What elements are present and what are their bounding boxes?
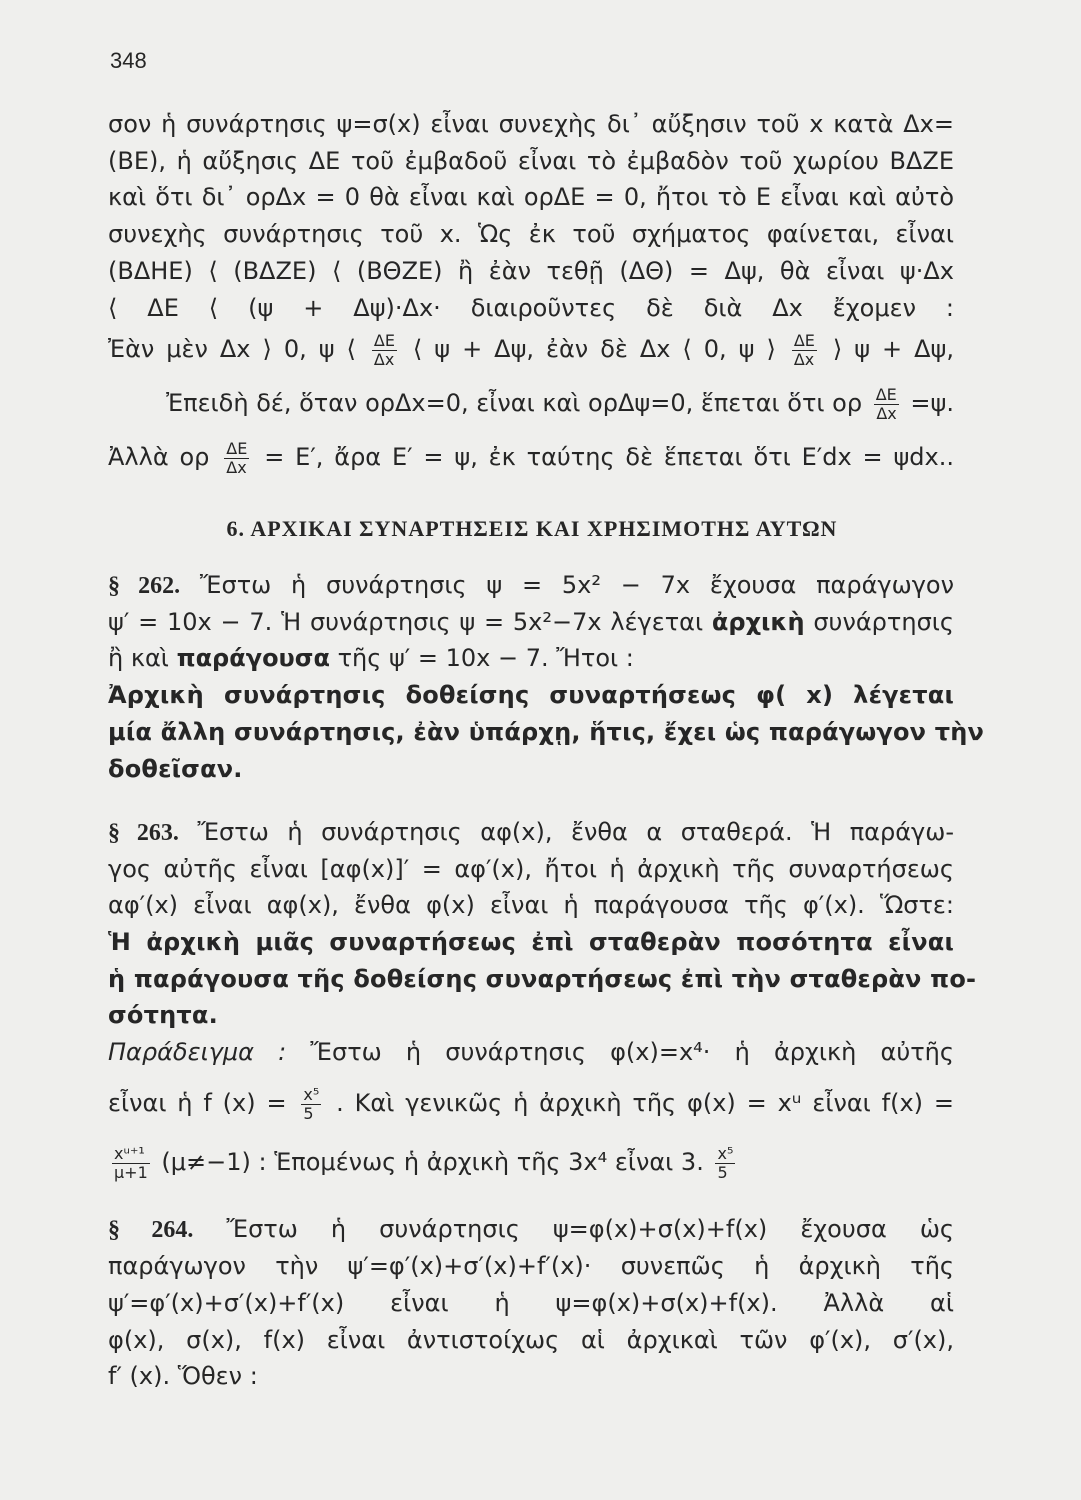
intro-line-1: σον ἡ συνάρτησις ψ=σ(x) εἶναι συνεχὴς δι᾽ αὔξησιν τοῦ x κατὰ Δx= <box>108 110 954 138</box>
fraction-x5-over-5 <box>715 1145 735 1181</box>
inequality-part-c: ⟩ ψ + Δψ, <box>832 335 954 364</box>
section-number-263: § 263. <box>108 820 179 846</box>
section-number-262: § 262. <box>108 573 181 599</box>
fraction-numerator: ΔΕ <box>226 439 248 458</box>
fraction-denominator: Δx <box>373 349 395 369</box>
rule-line-3: σότητα. <box>108 1001 218 1029</box>
s264-line-2: παράγωγον τὴν ψ′=φ′(x)+σ′(x)+f′(x)· συνεπῶς ἡ ἀρχικὴ τῆς <box>108 1252 954 1280</box>
s262-line-3 <box>108 646 954 670</box>
s264-line-5: f′ (x). Ὅθεν : <box>108 1362 258 1390</box>
inequality-line <box>108 332 954 368</box>
s264-line-1 <box>108 1217 954 1242</box>
definition-line-3: δοθεῖσαν. <box>108 755 243 783</box>
example-text-2b: . Καὶ γενικῶς ἡ ἀρχικὴ τῆς φ(x) = xᵘ εἶναι f(x) = <box>336 1089 954 1118</box>
fraction-denominator: Δx <box>226 457 247 477</box>
rule-line-2: ἡ παράγουσα τῆς δοθείσης συναρτήσεως ἐπὶ τὴν σταθερὰν πο- <box>108 965 977 993</box>
fraction-de-dx <box>224 440 249 476</box>
s264-text-1: Ἔστω ἡ συνάρτησις ψ=φ(x)+σ(x)+f(x) ἔχουσα ὡς <box>226 1215 955 1243</box>
inequality-part-a: Ἐὰν μὲν Δx ⟩ 0, ψ ⟨ <box>108 335 356 364</box>
definition-line-1: Ἀρχικὴ συνάρτησις δοθείσης συναρτήσεως φ( x) λέγεται <box>108 681 954 709</box>
s262-text-3c: τῆς ψ′ = 10x − 7. Ἤτοι : <box>337 644 634 672</box>
s263-text-1: Ἔστω ἡ συνάρτησις αφ(x), ἔνθα α σταθερά. Ἡ παράγω- <box>197 818 955 846</box>
example-label: Παράδειγμα : <box>108 1038 287 1066</box>
inequality-part-b: ⟨ ψ + Δψ, ἐὰν δὲ Δx ⟨ 0, ψ ⟩ <box>412 335 776 364</box>
s264-line-3: ψ′=φ′(x)+σ′(x)+f′(x) εἶναι ἡ ψ=φ(x)+σ(x)+f(x). Ἀλλὰ αἱ <box>108 1289 954 1317</box>
fraction-de-dx <box>874 386 899 422</box>
fraction-xmu-over-mu <box>112 1145 150 1181</box>
fraction-de-dx <box>372 332 397 368</box>
intro-line-2: (ΒΕ), ἡ αὔξησις ΔΕ τοῦ ἐμβαδοῦ εἶναι τὸ ἐμβαδὸν τοῦ χωρίου ΒΔΖΕ <box>108 147 954 175</box>
fraction-denominator: Δx <box>876 403 897 423</box>
s262-text-1: Ἔστω ἡ συνάρτησις ψ = 5x² − 7x ἔχουσα παράγωγον <box>199 571 954 599</box>
fraction-numerator: xᵘ⁺¹ <box>112 1145 150 1164</box>
fraction-numerator: ΔΕ <box>793 331 815 350</box>
intro-line-6: ⟨ ΔΕ ⟨ (ψ + Δψ)·Δx· διαιροῦντες δὲ διὰ Δx ἔχομεν : <box>108 294 954 322</box>
intro-line-5: (ΒΔΗΕ) ⟨ (ΒΔΖΕ) ⟨ (ΒΘΖΕ) ἢ ἐὰν τεθῇ (ΔΘ) = Δψ, θὰ εἶναι ψ·Δx <box>108 257 954 285</box>
fraction-denominator: 5 <box>303 1103 314 1123</box>
fraction-denominator: 5 <box>717 1162 728 1182</box>
s262-text-3a: ἢ καὶ <box>108 644 169 672</box>
s264-line-4: φ(x), σ(x), f(x) εἶναι ἀντιστοίχως αἱ ἀρχικαὶ τῶν φ′(x), σ′(x), <box>108 1326 954 1354</box>
fraction-numerator: ΔΕ <box>875 385 897 404</box>
fraction-numerator: x⁵ <box>717 1144 734 1163</box>
section-number-264: § 264. <box>108 1217 194 1243</box>
section-heading: 6. ΑΡΧΙΚΑΙ ΣΥΝΑΡΤΗΣΕΙΣ ΚΑΙ ΧΡΗΣΙΜΟΤΗΣ ΑΥΤΩΝ <box>226 516 838 541</box>
example-line-1 <box>108 1040 954 1064</box>
fraction-denominator: μ+1 <box>114 1162 148 1182</box>
page-number: 348 <box>110 48 147 73</box>
derivative-line <box>108 440 954 476</box>
example-line-3 <box>108 1145 954 1181</box>
example-line-2 <box>108 1086 954 1122</box>
limit-part-a: Ἐπειδὴ δέ, ὅταν ορΔx=0, εἶναι καὶ ορΔψ=0, ἕπεται ὅτι ορ <box>166 389 863 418</box>
fraction-de-dx <box>792 332 817 368</box>
derivative-part-a: Ἀλλὰ ορ <box>108 443 210 472</box>
fraction-numerator: x⁵ <box>303 1085 320 1104</box>
s262-text-2a: ψ′ = 10x − 7. Ἡ συνάρτησις ψ = 5x²−7x λέγεται <box>108 608 704 636</box>
limit-line <box>108 386 954 422</box>
s263-line-1 <box>108 820 954 845</box>
term-paragousa: παράγουσα <box>176 644 330 672</box>
s263-line-2: γος αὐτῆς εἶναι [αφ(x)]′ = αφ′(x), ἤτοι ἡ ἀρχικὴ τῆς συναρτήσεως <box>108 855 954 883</box>
fraction-numerator: ΔΕ <box>373 331 395 350</box>
s262-line-2 <box>108 610 954 634</box>
fraction-x5-over-5 <box>301 1086 321 1122</box>
s262-text-2c: συνάρτησις <box>813 608 954 636</box>
term-archiki: ἀρχικὴ <box>711 608 805 636</box>
rule-line-1: Ἡ ἀρχικὴ μιᾶς συναρτήσεως ἐπὶ σταθερὰν ποσότητα εἶναι <box>108 928 954 956</box>
s262-line-1 <box>108 573 954 598</box>
example-text-3a: (μ≠−1) : Ἑπομένως ἡ ἀρχικὴ τῆς 3x⁴ εἶναι 3. <box>161 1148 704 1177</box>
limit-part-b: =ψ. <box>910 389 954 418</box>
intro-line-3: καὶ ὅτι δι᾽ ορΔx = 0 θὰ εἶναι καὶ ορΔΕ = 0, ἤτοι τὸ Ε εἶναι καὶ αὐτὸ <box>108 183 954 211</box>
fraction-denominator: Δx <box>793 349 815 369</box>
example-text-2a: εἶναι ἡ f (x) = <box>108 1089 287 1118</box>
s263-line-3: αφ′(x) εἶναι αφ(x), ἔνθα φ(x) εἶναι ἡ παράγουσα τῆς φ′(x). Ὥστε: <box>108 891 954 919</box>
derivative-part-b: = Ε′, ἄρα Ε′ = ψ, ἐκ ταύτης δὲ ἕπεται ὅτι Ε′dx = ψdx.. <box>264 443 954 472</box>
example-text-1: Ἔστω ἡ συνάρτησις φ(x)=x⁴· ἡ ἀρχικὴ αὐτῆς <box>310 1038 954 1066</box>
intro-line-4: συνεχὴς συνάρτησις τοῦ x. Ὡς ἐκ τοῦ σχήματος φαίνεται, εἶναι <box>108 220 954 248</box>
definition-line-2: μία ἄλλη συνάρτησις, ἐὰν ὑπάρχῃ, ἥτις, ἔχει ὡς παράγωγον τὴν <box>108 718 985 746</box>
